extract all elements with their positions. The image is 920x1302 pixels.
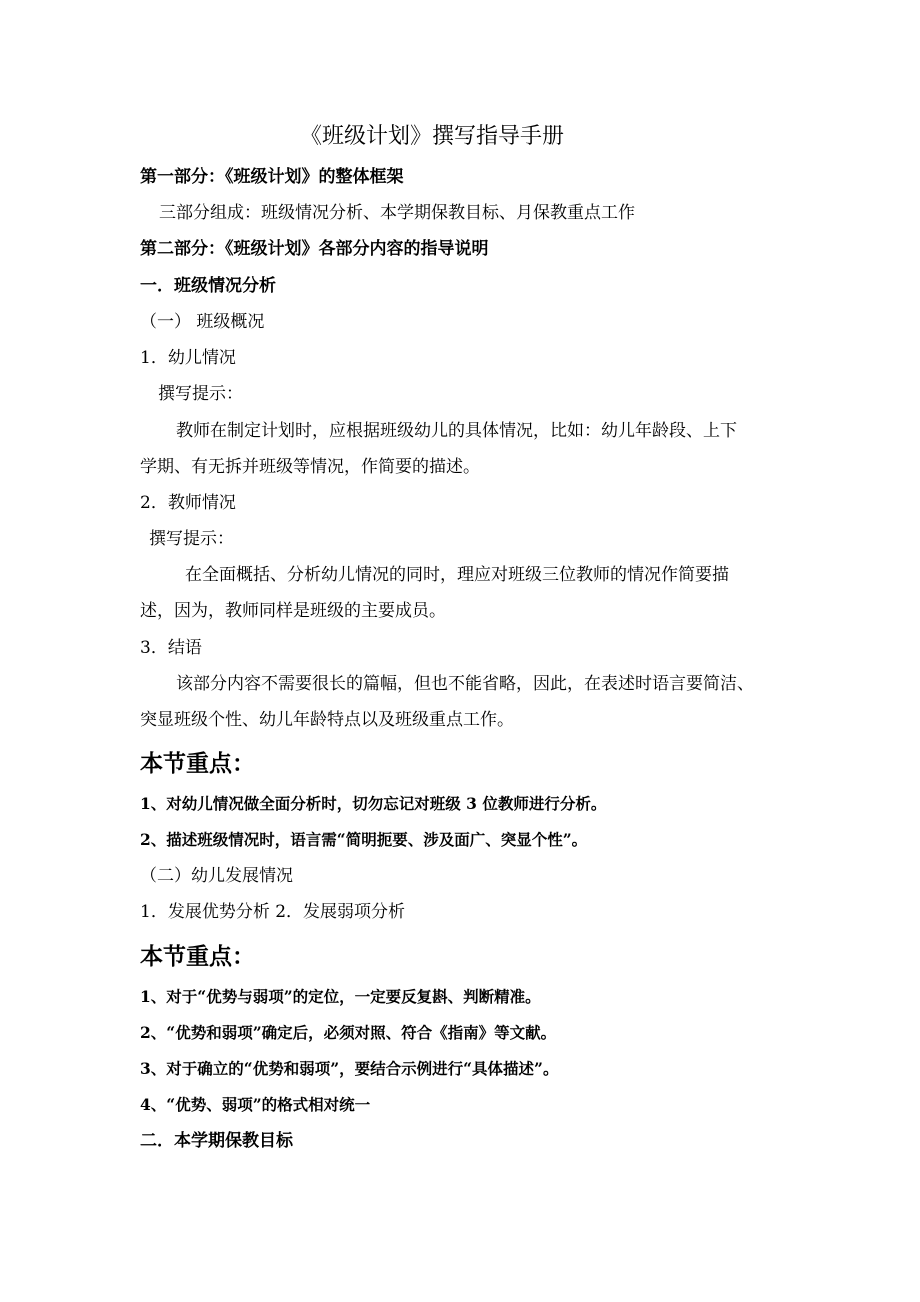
key-points-heading-1: 本节重点： [140, 750, 255, 777]
section2-heading: 二．本学期保教目标 [140, 1131, 293, 1151]
document-title: 《班级计划》撰写指导手册 [300, 124, 565, 149]
key-point-2-4: 4、“优势、弱项”的格式相对统一 [140, 1095, 371, 1114]
key-points-heading-2: 本节重点： [140, 943, 255, 970]
key-point-1-2: 2、描述班级情况时，语言需“简明扼要、涉及面广、突显个性”。 [140, 830, 588, 849]
item1-text-line1: 教师在制定计划时，应根据班级幼儿的具体情况，比如：幼儿年龄段、上下 [176, 421, 737, 441]
writing-tip-label-1: 撰写提示： [158, 384, 243, 404]
item1-heading: 1．幼儿情况 [140, 348, 236, 368]
subsection2-heading: （二）幼儿发展情况 [140, 866, 293, 886]
item3-text-line2: 突显班级个性、幼儿年龄特点以及班级重点工作。 [140, 710, 514, 730]
item2-heading: 2．教师情况 [140, 493, 236, 513]
subsection1-heading: （一） 班级概况 [140, 312, 265, 332]
item1-text-line2: 学期、有无拆并班级等情况，作简要的描述。 [140, 457, 480, 477]
item3-heading: 3．结语 [140, 638, 202, 658]
key-point-2-3: 3、对于确立的“优势和弱项”，要结合示例进行“具体描述”。 [140, 1059, 559, 1078]
item2-text-line2: 述，因为，教师同样是班级的主要成员。 [140, 601, 446, 621]
item2-text-line1: 在全面概括、分析幼儿情况的同时，理应对班级三位教师的情况作简要描 [185, 565, 729, 585]
section1-heading: 一．班级情况分析 [140, 276, 276, 296]
key-point-1-1: 1、对幼儿情况做全面分析时，切勿忘记对班级 3 位教师进行分析。 [140, 794, 607, 813]
part2-heading: 第二部分：《班级计划》各部分内容的指导说明 [140, 239, 489, 259]
writing-tip-label-2: 撰写提示： [149, 529, 234, 549]
key-point-2-1: 1、对于“优势与弱项”的定位，一定要反复斟、判断精准。 [140, 987, 541, 1006]
key-point-2-2: 2、“优势和弱项”确定后，必须对照、符合《指南》等文献。 [140, 1023, 557, 1042]
item3-text-line1: 该部分内容不需要很长的篇幅，但也不能省略，因此，在表述时语言要简洁、 [176, 674, 754, 694]
subsection2-items: 1．发展优势分析 2．发展弱项分析 [140, 902, 406, 922]
part1-text: 三部分组成：班级情况分析、本学期保教目标、月保教重点工作 [159, 203, 635, 223]
part1-heading: 第一部分：《班级计划》的整体框架 [140, 167, 404, 187]
